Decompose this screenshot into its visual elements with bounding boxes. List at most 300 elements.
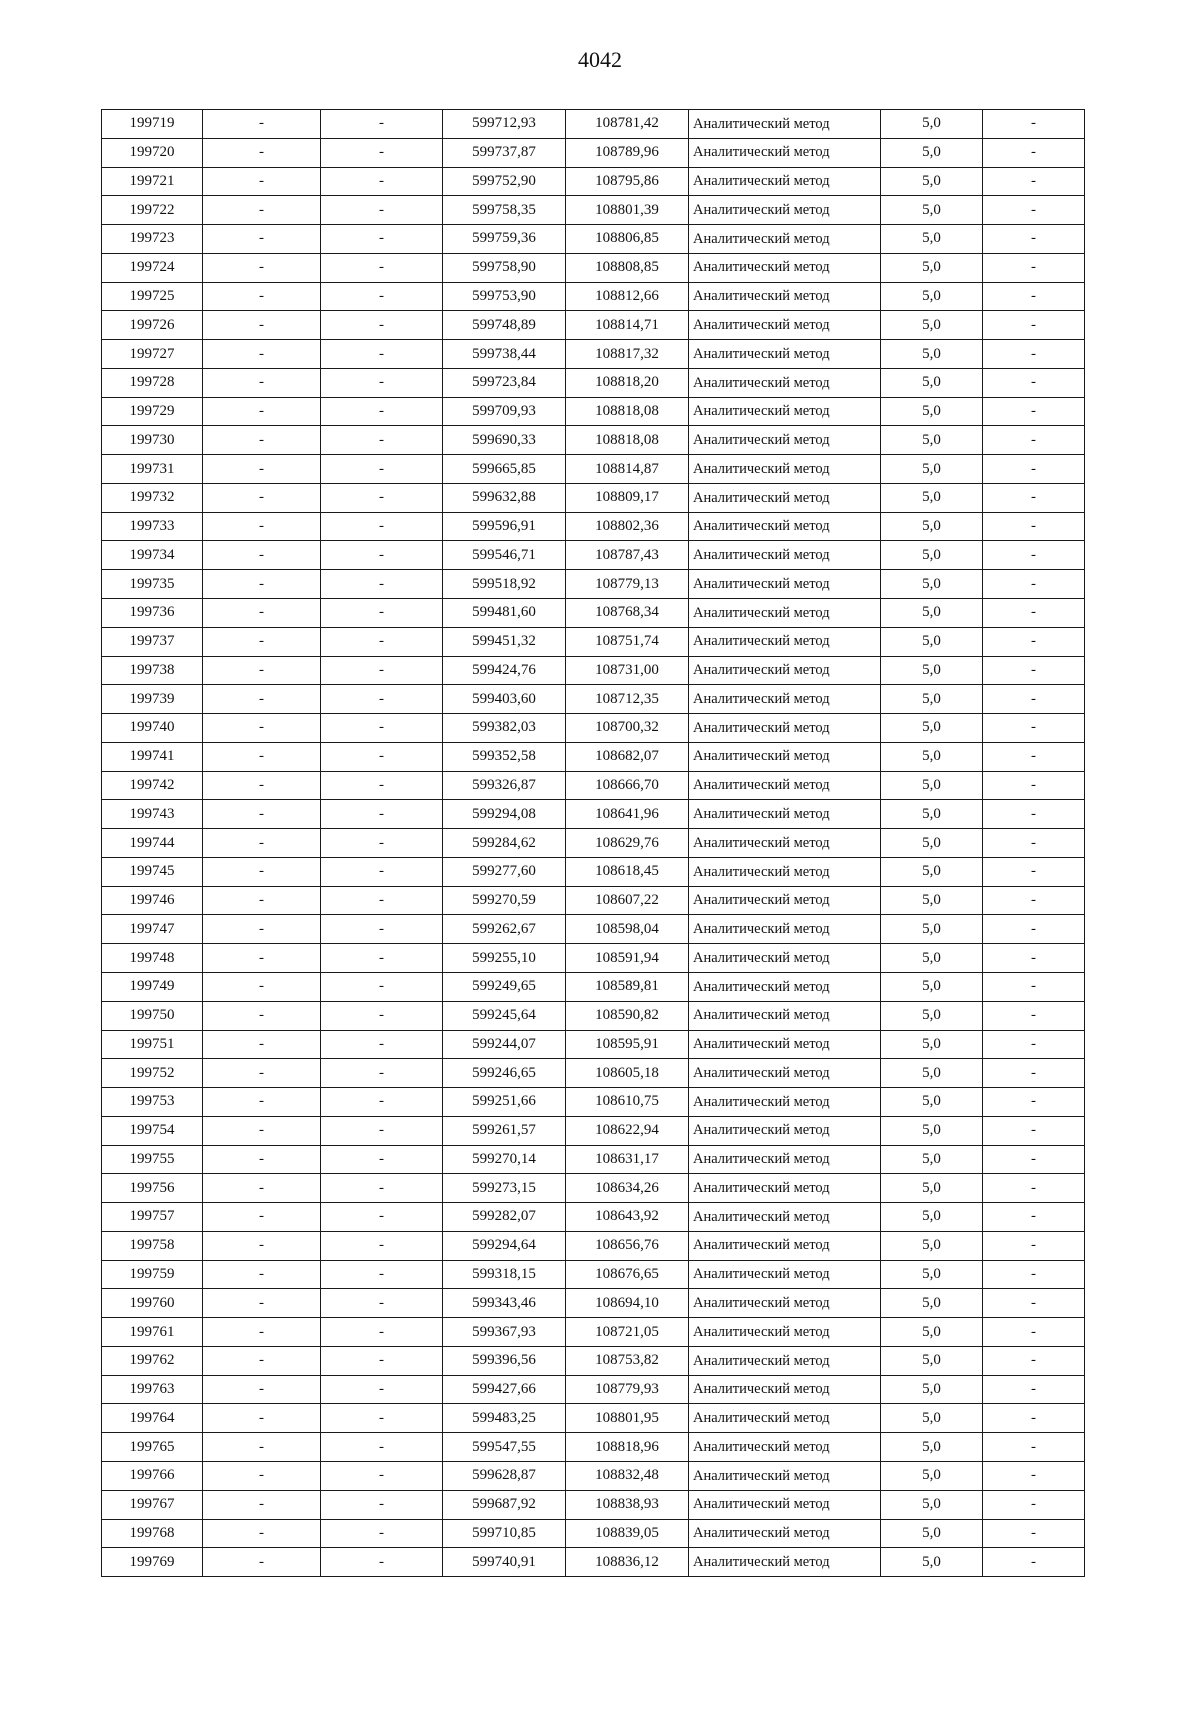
precision-cell: 5,0 [881, 1548, 983, 1577]
precision-cell: 5,0 [881, 1203, 983, 1232]
method-cell: Аналитический метод [689, 1203, 881, 1232]
method-cell: Аналитический метод [689, 1231, 881, 1260]
y-coordinate-cell: 108814,87 [566, 455, 689, 484]
point-number-cell: 199746 [102, 886, 203, 915]
table-row [102, 944, 1085, 973]
y-coordinate-cell: 108731,00 [566, 656, 689, 685]
point-number-cell: 199741 [102, 742, 203, 771]
method-cell: Аналитический метод [689, 800, 881, 829]
point-number-cell: 199720 [102, 138, 203, 167]
y-coordinate-cell: 108838,93 [566, 1490, 689, 1519]
empty-value-cell: - [983, 627, 1085, 656]
empty-value-cell: - [321, 915, 443, 944]
method-cell: Аналитический метод [689, 829, 881, 858]
table-row [102, 397, 1085, 426]
empty-value-cell: - [983, 1145, 1085, 1174]
empty-value-cell: - [983, 110, 1085, 139]
table-row [102, 1260, 1085, 1289]
y-coordinate-cell: 108801,95 [566, 1404, 689, 1433]
table-row [102, 1519, 1085, 1548]
table-row [102, 1001, 1085, 1030]
empty-value-cell: - [203, 886, 321, 915]
method-cell: Аналитический метод [689, 685, 881, 714]
empty-value-cell: - [321, 1260, 443, 1289]
empty-value-cell: - [203, 1318, 321, 1347]
point-number-cell: 199745 [102, 857, 203, 886]
empty-value-cell: - [321, 167, 443, 196]
x-coordinate-cell: 599382,03 [443, 714, 566, 743]
empty-value-cell: - [321, 368, 443, 397]
empty-value-cell: - [983, 196, 1085, 225]
empty-value-cell: - [321, 110, 443, 139]
empty-value-cell: - [321, 1289, 443, 1318]
empty-value-cell: - [203, 282, 321, 311]
table-row [102, 742, 1085, 771]
empty-value-cell: - [203, 225, 321, 254]
empty-value-cell: - [321, 1231, 443, 1260]
empty-value-cell: - [321, 1318, 443, 1347]
empty-value-cell: - [321, 397, 443, 426]
method-cell: Аналитический метод [689, 167, 881, 196]
table-row [102, 196, 1085, 225]
empty-value-cell: - [203, 541, 321, 570]
empty-value-cell: - [203, 311, 321, 340]
empty-value-cell: - [321, 800, 443, 829]
precision-cell: 5,0 [881, 915, 983, 944]
table-row [102, 1346, 1085, 1375]
empty-value-cell: - [203, 944, 321, 973]
empty-value-cell: - [321, 282, 443, 311]
method-cell: Аналитический метод [689, 1145, 881, 1174]
method-cell: Аналитический метод [689, 311, 881, 340]
table-row [102, 1116, 1085, 1145]
empty-value-cell: - [203, 196, 321, 225]
precision-cell: 5,0 [881, 1059, 983, 1088]
method-cell: Аналитический метод [689, 512, 881, 541]
x-coordinate-cell: 599547,55 [443, 1433, 566, 1462]
precision-cell: 5,0 [881, 1260, 983, 1289]
point-number-cell: 199722 [102, 196, 203, 225]
method-cell: Аналитический метод [689, 1116, 881, 1145]
empty-value-cell: - [321, 1116, 443, 1145]
method-cell: Аналитический метод [689, 857, 881, 886]
empty-value-cell: - [321, 1519, 443, 1548]
empty-value-cell: - [203, 1203, 321, 1232]
x-coordinate-cell: 599481,60 [443, 599, 566, 628]
x-coordinate-cell: 599427,66 [443, 1375, 566, 1404]
precision-cell: 5,0 [881, 397, 983, 426]
precision-cell: 5,0 [881, 800, 983, 829]
method-cell: Аналитический метод [689, 1404, 881, 1433]
empty-value-cell: - [983, 857, 1085, 886]
method-cell: Аналитический метод [689, 771, 881, 800]
point-number-cell: 199723 [102, 225, 203, 254]
x-coordinate-cell: 599249,65 [443, 972, 566, 1001]
point-number-cell: 199768 [102, 1519, 203, 1548]
empty-value-cell: - [203, 1289, 321, 1318]
empty-value-cell: - [203, 742, 321, 771]
method-cell: Аналитический метод [689, 714, 881, 743]
empty-value-cell: - [203, 1030, 321, 1059]
x-coordinate-cell: 599343,46 [443, 1289, 566, 1318]
point-number-cell: 199751 [102, 1030, 203, 1059]
empty-value-cell: - [983, 1346, 1085, 1375]
table-row [102, 1231, 1085, 1260]
method-cell: Аналитический метод [689, 483, 881, 512]
precision-cell: 5,0 [881, 1318, 983, 1347]
precision-cell: 5,0 [881, 110, 983, 139]
method-cell: Аналитический метод [689, 1001, 881, 1030]
method-cell: Аналитический метод [689, 1030, 881, 1059]
method-cell: Аналитический метод [689, 1059, 881, 1088]
y-coordinate-cell: 108676,65 [566, 1260, 689, 1289]
empty-value-cell: - [983, 570, 1085, 599]
empty-value-cell: - [321, 1490, 443, 1519]
x-coordinate-cell: 599632,88 [443, 483, 566, 512]
y-coordinate-cell: 108595,91 [566, 1030, 689, 1059]
empty-value-cell: - [203, 972, 321, 1001]
table-row [102, 1030, 1085, 1059]
y-coordinate-cell: 108712,35 [566, 685, 689, 714]
empty-value-cell: - [203, 800, 321, 829]
empty-value-cell: - [983, 800, 1085, 829]
table-row [102, 627, 1085, 656]
empty-value-cell: - [983, 1059, 1085, 1088]
empty-value-cell: - [321, 253, 443, 282]
table-row [102, 800, 1085, 829]
y-coordinate-cell: 108801,39 [566, 196, 689, 225]
y-coordinate-cell: 108768,34 [566, 599, 689, 628]
y-coordinate-cell: 108622,94 [566, 1116, 689, 1145]
coordinates-table [101, 109, 1085, 1577]
empty-value-cell: - [321, 196, 443, 225]
method-cell: Аналитический метод [689, 886, 881, 915]
table-row [102, 1490, 1085, 1519]
y-coordinate-cell: 108781,42 [566, 110, 689, 139]
point-number-cell: 199756 [102, 1174, 203, 1203]
precision-cell: 5,0 [881, 167, 983, 196]
y-coordinate-cell: 108618,45 [566, 857, 689, 886]
y-coordinate-cell: 108809,17 [566, 483, 689, 512]
empty-value-cell: - [203, 627, 321, 656]
empty-value-cell: - [203, 397, 321, 426]
table-row [102, 455, 1085, 484]
point-number-cell: 199749 [102, 972, 203, 1001]
point-number-cell: 199721 [102, 167, 203, 196]
precision-cell: 5,0 [881, 714, 983, 743]
x-coordinate-cell: 599270,59 [443, 886, 566, 915]
empty-value-cell: - [983, 426, 1085, 455]
table-row [102, 1375, 1085, 1404]
empty-value-cell: - [203, 685, 321, 714]
table-row [102, 340, 1085, 369]
y-coordinate-cell: 108694,10 [566, 1289, 689, 1318]
y-coordinate-cell: 108605,18 [566, 1059, 689, 1088]
method-cell: Аналитический метод [689, 196, 881, 225]
point-number-cell: 199726 [102, 311, 203, 340]
x-coordinate-cell: 599403,60 [443, 685, 566, 714]
empty-value-cell: - [321, 1203, 443, 1232]
table-row [102, 512, 1085, 541]
empty-value-cell: - [203, 1088, 321, 1117]
empty-value-cell: - [983, 1260, 1085, 1289]
precision-cell: 5,0 [881, 1231, 983, 1260]
x-coordinate-cell: 599282,07 [443, 1203, 566, 1232]
precision-cell: 5,0 [881, 483, 983, 512]
point-number-cell: 199725 [102, 282, 203, 311]
y-coordinate-cell: 108631,17 [566, 1145, 689, 1174]
empty-value-cell: - [321, 944, 443, 973]
precision-cell: 5,0 [881, 282, 983, 311]
empty-value-cell: - [983, 1231, 1085, 1260]
empty-value-cell: - [203, 368, 321, 397]
table-row [102, 570, 1085, 599]
table-row [102, 915, 1085, 944]
empty-value-cell: - [983, 915, 1085, 944]
empty-value-cell: - [983, 714, 1085, 743]
empty-value-cell: - [321, 627, 443, 656]
table-row [102, 972, 1085, 1001]
empty-value-cell: - [983, 1174, 1085, 1203]
precision-cell: 5,0 [881, 368, 983, 397]
empty-value-cell: - [983, 1001, 1085, 1030]
x-coordinate-cell: 599424,76 [443, 656, 566, 685]
x-coordinate-cell: 599740,91 [443, 1548, 566, 1577]
point-number-cell: 199767 [102, 1490, 203, 1519]
precision-cell: 5,0 [881, 627, 983, 656]
empty-value-cell: - [321, 541, 443, 570]
x-coordinate-cell: 599396,56 [443, 1346, 566, 1375]
point-number-cell: 199734 [102, 541, 203, 570]
point-number-cell: 199758 [102, 1231, 203, 1260]
empty-value-cell: - [321, 1375, 443, 1404]
method-cell: Аналитический метод [689, 1318, 881, 1347]
method-cell: Аналитический метод [689, 110, 881, 139]
empty-value-cell: - [321, 311, 443, 340]
precision-cell: 5,0 [881, 1433, 983, 1462]
precision-cell: 5,0 [881, 455, 983, 484]
empty-value-cell: - [321, 225, 443, 254]
empty-value-cell: - [983, 1519, 1085, 1548]
point-number-cell: 199762 [102, 1346, 203, 1375]
x-coordinate-cell: 599294,64 [443, 1231, 566, 1260]
precision-cell: 5,0 [881, 253, 983, 282]
empty-value-cell: - [203, 857, 321, 886]
method-cell: Аналитический метод [689, 599, 881, 628]
method-cell: Аналитический метод [689, 1461, 881, 1490]
x-coordinate-cell: 599262,67 [443, 915, 566, 944]
empty-value-cell: - [321, 138, 443, 167]
point-number-cell: 199759 [102, 1260, 203, 1289]
method-cell: Аналитический метод [689, 225, 881, 254]
table-row [102, 1318, 1085, 1347]
precision-cell: 5,0 [881, 1375, 983, 1404]
empty-value-cell: - [203, 455, 321, 484]
point-number-cell: 199757 [102, 1203, 203, 1232]
x-coordinate-cell: 599273,15 [443, 1174, 566, 1203]
empty-value-cell: - [983, 1088, 1085, 1117]
empty-value-cell: - [983, 944, 1085, 973]
empty-value-cell: - [983, 1289, 1085, 1318]
precision-cell: 5,0 [881, 1088, 983, 1117]
empty-value-cell: - [203, 340, 321, 369]
point-number-cell: 199760 [102, 1289, 203, 1318]
x-coordinate-cell: 599758,35 [443, 196, 566, 225]
precision-cell: 5,0 [881, 742, 983, 771]
method-cell: Аналитический метод [689, 742, 881, 771]
method-cell: Аналитический метод [689, 972, 881, 1001]
empty-value-cell: - [203, 512, 321, 541]
precision-cell: 5,0 [881, 685, 983, 714]
table-row [102, 1203, 1085, 1232]
y-coordinate-cell: 108795,86 [566, 167, 689, 196]
table-row [102, 1461, 1085, 1490]
empty-value-cell: - [321, 972, 443, 1001]
precision-cell: 5,0 [881, 771, 983, 800]
method-cell: Аналитический метод [689, 1375, 881, 1404]
precision-cell: 5,0 [881, 426, 983, 455]
precision-cell: 5,0 [881, 1001, 983, 1030]
empty-value-cell: - [321, 1548, 443, 1577]
method-cell: Аналитический метод [689, 1519, 881, 1548]
empty-value-cell: - [203, 1346, 321, 1375]
empty-value-cell: - [321, 599, 443, 628]
x-coordinate-cell: 599294,08 [443, 800, 566, 829]
y-coordinate-cell: 108643,92 [566, 1203, 689, 1232]
method-cell: Аналитический метод [689, 570, 881, 599]
table-row [102, 685, 1085, 714]
table-row [102, 138, 1085, 167]
table-row [102, 541, 1085, 570]
point-number-cell: 199747 [102, 915, 203, 944]
x-coordinate-cell: 599352,58 [443, 742, 566, 771]
method-cell: Аналитический метод [689, 138, 881, 167]
point-number-cell: 199719 [102, 110, 203, 139]
empty-value-cell: - [321, 829, 443, 858]
point-number-cell: 199744 [102, 829, 203, 858]
y-coordinate-cell: 108818,08 [566, 426, 689, 455]
empty-value-cell: - [983, 1490, 1085, 1519]
y-coordinate-cell: 108589,81 [566, 972, 689, 1001]
empty-value-cell: - [983, 282, 1085, 311]
empty-value-cell: - [983, 455, 1085, 484]
point-number-cell: 199765 [102, 1433, 203, 1462]
x-coordinate-cell: 599596,91 [443, 512, 566, 541]
table-row [102, 1145, 1085, 1174]
empty-value-cell: - [983, 829, 1085, 858]
point-number-cell: 199736 [102, 599, 203, 628]
x-coordinate-cell: 599518,92 [443, 570, 566, 599]
precision-cell: 5,0 [881, 1346, 983, 1375]
method-cell: Аналитический метод [689, 1433, 881, 1462]
precision-cell: 5,0 [881, 656, 983, 685]
point-number-cell: 199750 [102, 1001, 203, 1030]
y-coordinate-cell: 108753,82 [566, 1346, 689, 1375]
empty-value-cell: - [203, 1001, 321, 1030]
table-row [102, 771, 1085, 800]
table-row [102, 311, 1085, 340]
empty-value-cell: - [321, 1433, 443, 1462]
table-row [102, 857, 1085, 886]
empty-value-cell: - [983, 253, 1085, 282]
empty-value-cell: - [983, 397, 1085, 426]
precision-cell: 5,0 [881, 972, 983, 1001]
empty-value-cell: - [321, 426, 443, 455]
empty-value-cell: - [203, 1461, 321, 1490]
empty-value-cell: - [983, 483, 1085, 512]
x-coordinate-cell: 599687,92 [443, 1490, 566, 1519]
empty-value-cell: - [203, 599, 321, 628]
empty-value-cell: - [321, 570, 443, 599]
y-coordinate-cell: 108590,82 [566, 1001, 689, 1030]
precision-cell: 5,0 [881, 570, 983, 599]
method-cell: Аналитический метод [689, 1088, 881, 1117]
empty-value-cell: - [203, 1059, 321, 1088]
x-coordinate-cell: 599245,64 [443, 1001, 566, 1030]
point-number-cell: 199754 [102, 1116, 203, 1145]
precision-cell: 5,0 [881, 1174, 983, 1203]
x-coordinate-cell: 599737,87 [443, 138, 566, 167]
point-number-cell: 199755 [102, 1145, 203, 1174]
y-coordinate-cell: 108802,36 [566, 512, 689, 541]
method-cell: Аналитический метод [689, 253, 881, 282]
empty-value-cell: - [983, 1203, 1085, 1232]
empty-value-cell: - [321, 886, 443, 915]
empty-value-cell: - [321, 1030, 443, 1059]
empty-value-cell: - [983, 167, 1085, 196]
empty-value-cell: - [203, 138, 321, 167]
table-row [102, 368, 1085, 397]
y-coordinate-cell: 108721,05 [566, 1318, 689, 1347]
empty-value-cell: - [203, 1404, 321, 1433]
table-row [102, 282, 1085, 311]
point-number-cell: 199738 [102, 656, 203, 685]
empty-value-cell: - [983, 311, 1085, 340]
empty-value-cell: - [203, 1174, 321, 1203]
empty-value-cell: - [203, 656, 321, 685]
y-coordinate-cell: 108598,04 [566, 915, 689, 944]
empty-value-cell: - [983, 1433, 1085, 1462]
y-coordinate-cell: 108789,96 [566, 138, 689, 167]
x-coordinate-cell: 599748,89 [443, 311, 566, 340]
point-number-cell: 199752 [102, 1059, 203, 1088]
empty-value-cell: - [203, 714, 321, 743]
empty-value-cell: - [321, 1346, 443, 1375]
table-row [102, 110, 1085, 139]
empty-value-cell: - [983, 225, 1085, 254]
empty-value-cell: - [203, 1260, 321, 1289]
point-number-cell: 199729 [102, 397, 203, 426]
empty-value-cell: - [321, 1174, 443, 1203]
x-coordinate-cell: 599710,85 [443, 1519, 566, 1548]
y-coordinate-cell: 108814,71 [566, 311, 689, 340]
empty-value-cell: - [203, 426, 321, 455]
empty-value-cell: - [203, 570, 321, 599]
point-number-cell: 199733 [102, 512, 203, 541]
precision-cell: 5,0 [881, 1116, 983, 1145]
table-row [102, 167, 1085, 196]
point-number-cell: 199743 [102, 800, 203, 829]
empty-value-cell: - [321, 455, 443, 484]
empty-value-cell: - [983, 771, 1085, 800]
y-coordinate-cell: 108839,05 [566, 1519, 689, 1548]
precision-cell: 5,0 [881, 541, 983, 570]
empty-value-cell: - [203, 829, 321, 858]
precision-cell: 5,0 [881, 1145, 983, 1174]
x-coordinate-cell: 599284,62 [443, 829, 566, 858]
table-row [102, 1404, 1085, 1433]
empty-value-cell: - [983, 1030, 1085, 1059]
